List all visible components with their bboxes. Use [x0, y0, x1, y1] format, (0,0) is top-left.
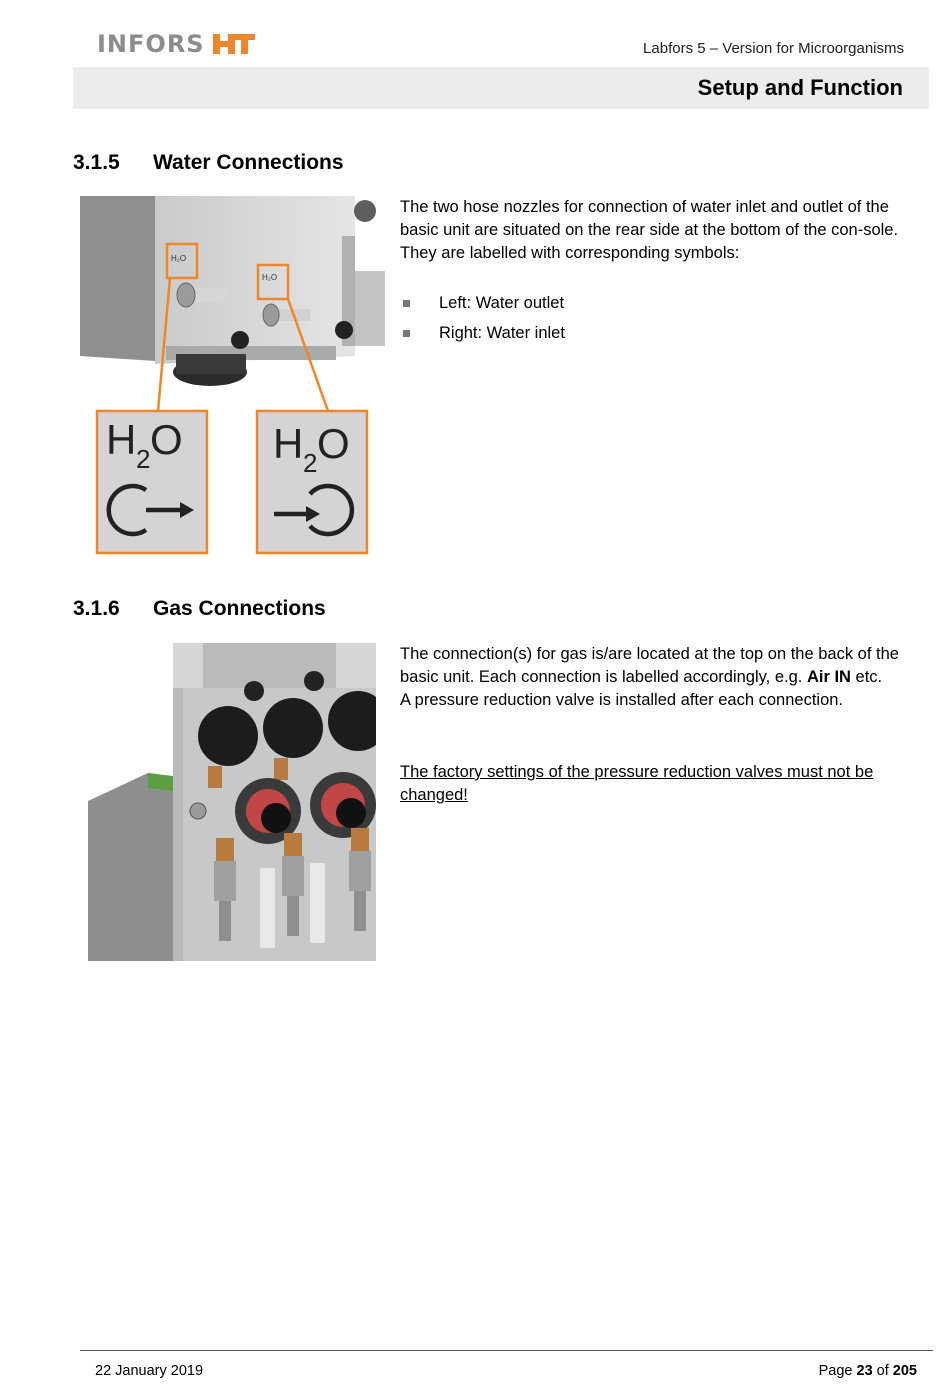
bullet-water-outlet: [400, 294, 564, 313]
bullet-label: Right: Water inlet: [439, 324, 565, 342]
logo-ht-mark: [211, 32, 257, 56]
bullet-square-icon: [403, 300, 410, 307]
bullet-square-icon: [403, 330, 410, 337]
bullet-label: Left: Water outlet: [439, 294, 565, 312]
svg-text:H: H: [273, 420, 304, 467]
svg-text:H: H: [106, 416, 137, 463]
infors-ht-logo: [97, 30, 257, 58]
document-subtitle: Labfors 5 – Version for Microorganisms: [643, 40, 904, 57]
footer-divider: [80, 1350, 933, 1351]
gas-valve-text: A pressure reduction valve is installed after each connection.: [400, 691, 844, 709]
section-number-water: 3.1.5: [73, 151, 120, 174]
footer-page-number: Page 23 of 205: [818, 1363, 917, 1379]
svg-text:O: O: [317, 420, 350, 467]
chapter-title: Setup and Function: [697, 75, 903, 100]
svg-text:O: O: [150, 416, 183, 463]
svg-text:2: 2: [136, 444, 151, 474]
water-connections-figure: [80, 196, 385, 556]
header-band: [73, 67, 929, 109]
gas-connections-figure: [88, 643, 376, 961]
section-number-gas: 3.1.6: [73, 597, 120, 620]
svg-text:H₂O: H₂O: [262, 273, 278, 282]
svg-text:2: 2: [303, 448, 318, 478]
gas-location-text: The connection(s) for gas is/are located at the top on the back of the basic unit. Each connection is labelled accordingly, e.g. Air IN etc.: [400, 645, 899, 686]
air-in-label: Air IN: [806, 668, 851, 686]
svg-text:H₂O: H₂O: [171, 254, 187, 263]
section-title-water: Water Connections: [153, 151, 344, 174]
section-title-gas: Gas Connections: [153, 597, 326, 620]
gas-paragraph: [400, 643, 920, 712]
footer-date: 22 January 2019: [95, 1363, 204, 1379]
bullet-water-inlet: [400, 324, 565, 343]
water-intro-paragraph: The two hose nozzles for connection of water inlet and outlet of the basic unit are situated on the rear side at the bottom of the con-sole. They are labelled with corresponding symbols:: [400, 198, 899, 262]
gas-warning-text: The factory settings of the pressure reduction valves must not be changed!: [400, 763, 874, 804]
logo-wordmark: INFORS: [97, 30, 205, 58]
